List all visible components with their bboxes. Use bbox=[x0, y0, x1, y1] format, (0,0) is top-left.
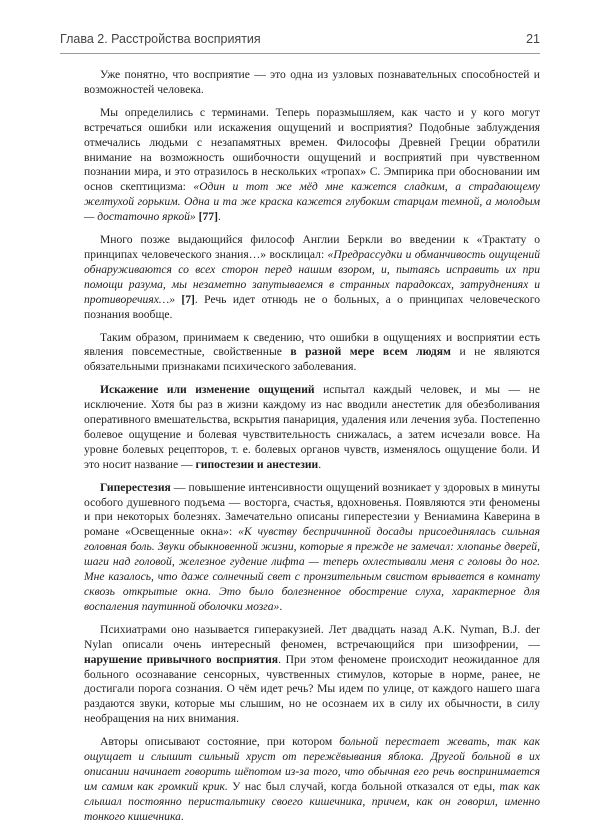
text-run: Авторы описывают состояние, при котором bbox=[100, 735, 340, 749]
text-run: Таким образом, принимаем к сведению, что ошибки в ощущениях и восприятии есть явления повсеместные, свойственные bbox=[84, 330, 540, 359]
paragraph-3 bbox=[84, 233, 540, 322]
text-run: У нас был случай, когда больной отказался от еды, bbox=[227, 779, 500, 793]
paragraph-7 bbox=[84, 623, 540, 727]
header-divider bbox=[60, 53, 540, 54]
paragraph-8 bbox=[84, 735, 540, 824]
paragraph-5 bbox=[84, 383, 540, 472]
text-run: . bbox=[318, 457, 322, 471]
bold-text: Гиперестезия bbox=[100, 480, 171, 494]
italic-quote: больной перестает жевать, так как ощущает и слышит сильный хруст от пережёвывания яблока. Другой больной в их описании начинает говорить шёпотом из-за того, что обычная его речь воспринимается им самим как громкий крик. bbox=[84, 735, 540, 793]
text-run: испытал каждый человек, и мы — не исключение. Хотя бы раз в жизни каждому из нас вводили анестетик для обезболивания оперативного вмешательства, вскрытия панариция, удаления или лечения зуба. Постепенно болевое ощущение и болевая чувствительность снижалась, а затем исчезали вовсе. На уровне болевых рецепторов, т. е. болевых органов чувств, изменялось ощущение боли. И это носит название — bbox=[84, 383, 540, 471]
italic-quote: «Один и тот же мёд мне кажется сладким, а страдающему желтухой горьким. Одна и та же краска кажется глубоким старцам темной, а молодым — достаточно яркой» bbox=[84, 180, 540, 224]
text-run: Психиатрами оно называется гиперакузией. Лет двадцать назад A.K. Nyman, B.J. der Nylan описали очень интересный феномен, встречающийся при шизофрении, — bbox=[84, 622, 540, 651]
italic-quote: «Предрассудки и обманчивость ощущений обнаруживаются со всех сторон перед нашим взором, и, пытаясь исправить их при помощи разума, мы незаметно запутываемся в странных парадоксах, затруднениях и противоречиях…» bbox=[84, 247, 540, 306]
text-run: . При этом феномене происходит неожиданное для больного осознавание сенсорных, чувственных стимулов, которые в норме, ранее, не достигали порога сознания. О чём идет речь? Мы идем по улице, от каждого нашего шага раздаются звуки, которые мы слышим, но не осознаем их в силу их обычности, в силу необращения на них внимания. bbox=[84, 652, 540, 726]
italic-quote: так как слышал постоянно перистальтику своего кишечника, причем, как он говорил, именно тонкого кишечника bbox=[84, 779, 540, 823]
text-run: . bbox=[180, 809, 184, 823]
text-run: Уже понятно, что восприятие — это одна из узловых познавательных способностей и возможностей человека. bbox=[84, 68, 540, 96]
bold-text: [77] bbox=[198, 210, 218, 224]
chapter-title: Глава 2. Расстройства восприятия bbox=[60, 32, 261, 46]
paragraph-6 bbox=[84, 481, 540, 615]
body-text bbox=[84, 68, 540, 833]
italic-quote: «К чувству беспричинной досады присоединялась сильная головная боль. Звуки обыкновенной жизни, которые я прежде не замечал: хлопанье дверей, шаги над головой, железное гудение лифта — теперь охлестывали меня с головы до ног. Мне казалось, что даже солнечный свет с пронзительным свистом врывается в комнату сквозь открытые окна. Это было болезненное обострение слуха, характерное для воспаления паутинной оболочки мозга» bbox=[84, 525, 540, 613]
paragraph-2 bbox=[84, 106, 540, 225]
paragraph-4 bbox=[84, 331, 540, 376]
paragraph-1 bbox=[84, 68, 540, 98]
page-number: 21 bbox=[526, 32, 540, 46]
bold-text: гипостезии и анестезии bbox=[195, 457, 319, 471]
text-run: . Речь идет отнюдь не о больных, а о принципах человеческого познания вообще. bbox=[84, 292, 540, 321]
bold-text: в разной мере всем людям bbox=[290, 345, 451, 359]
text-run: Мы определились с терминами. Теперь поразмышляем, как часто и у кого могут встречаться ошибки или искажения ощущений и восприятия? Подобные заблуждения отмечались людьми с незапамятных времен. Философы Древней Греции обратили внимание на возможность ошибочности ощущений и восприятий при чувственном познании мира, и это отразилось в нескольких «тропах» С. Эмпирика при обосновании им основ скептицизма: bbox=[84, 105, 540, 194]
bold-text: нарушение привычного восприятия bbox=[84, 652, 279, 666]
text-run: Много позже выдающийся философ Англии Беркли во введении к «Трактату о принципах человеческого знания…» восклицал: bbox=[84, 233, 540, 261]
text-run: . bbox=[279, 599, 283, 613]
text-run: — повышение интенсивности ощущений возникает у здоровых в минуты особого душевного подъема — восторга, счастья, вдохновенья. Появляются эти феномены и при некоторых болезнях. Замечательно описаны гиперестезии у Вениамина Каверина в романе «Освещенные окна»: bbox=[84, 480, 540, 539]
bold-text: Искажение или изменение ощущений bbox=[100, 383, 315, 397]
running-header bbox=[60, 32, 540, 52]
bold-text: [7] bbox=[181, 292, 195, 306]
text-run: и не являются обязательными признаками психического заболевания. bbox=[84, 345, 541, 374]
text-run: . bbox=[217, 210, 221, 224]
